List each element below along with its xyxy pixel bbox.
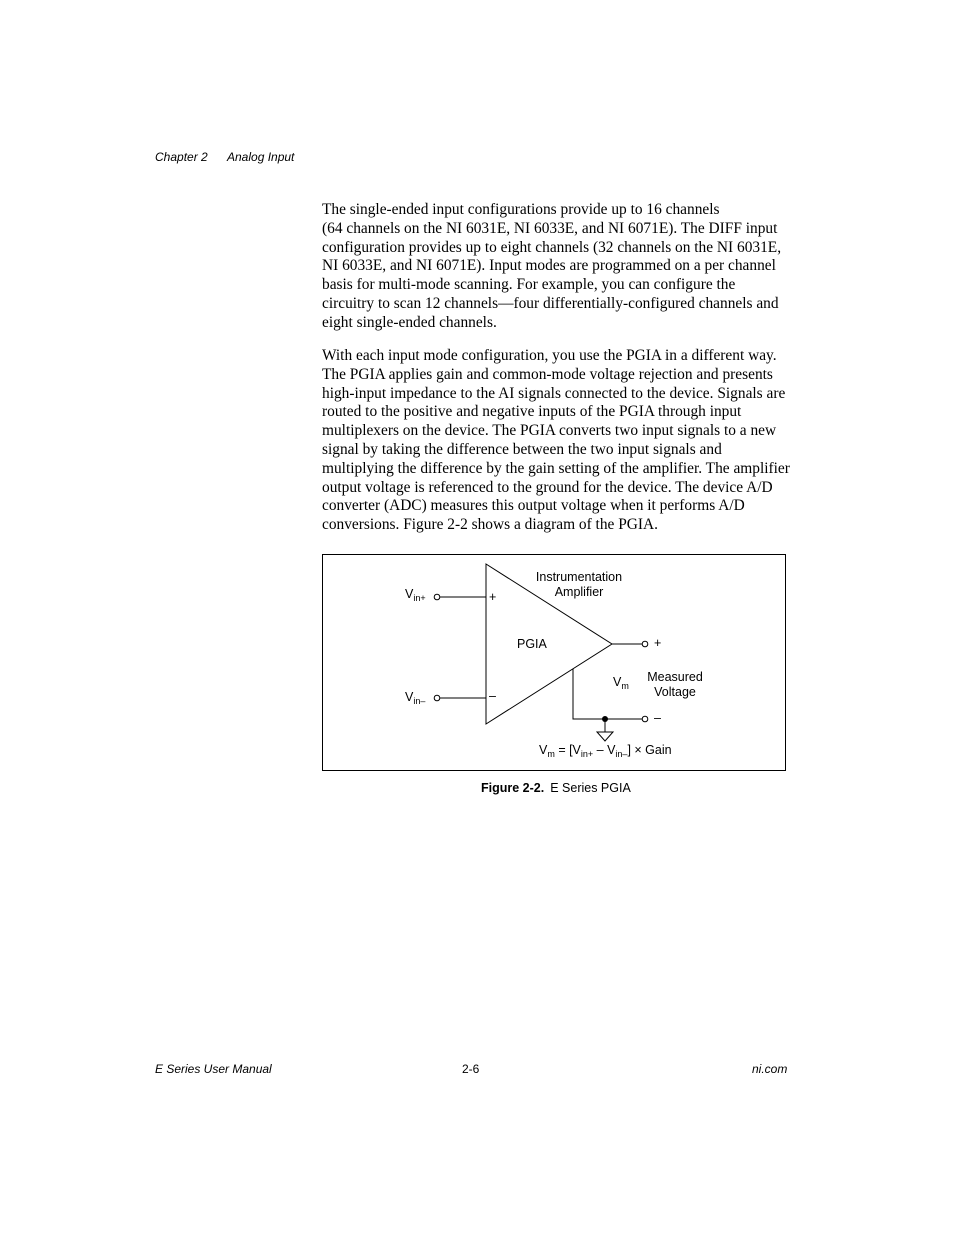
text-line: converter (ADC) measures this output voltage when it performs A/D <box>322 497 745 515</box>
text-line: basis for multi-mode scanning. For example, you can configure the <box>322 276 736 294</box>
text-line: With each input mode configuration, you use the PGIA in a different way. <box>322 347 777 364</box>
chapter-label: Chapter 2 <box>155 150 208 164</box>
figure-number: Figure 2-2. <box>481 781 545 795</box>
figure-caption <box>481 781 631 795</box>
vin-plus-label: $V_{in+}$ <box>405 587 426 603</box>
figure-title: E Series PGIA <box>550 781 631 795</box>
text-line: The PGIA applies gain and common-mode voltage rejection and presents <box>322 365 773 383</box>
paragraph-input-configurations <box>322 201 786 333</box>
gain-formula: $V_m = [V_{in+} - V_{in-}]$ × Gain <box>539 743 672 759</box>
text-line: multiplying the difference by the gain setting of the amplifier. The amplifier <box>322 459 790 477</box>
text-line: NI 6033E, and NI 6071E). Input modes are programmed on a per channel <box>322 257 776 275</box>
output-minus-sign: – <box>654 711 661 725</box>
text-line: routed to the positive and negative inputs of the PGIA through input <box>322 403 742 421</box>
vm-label: $V_m$ <box>613 675 629 691</box>
text-line: high-input impedance to the AI signals connected to the device. Signals are <box>322 384 786 402</box>
text-line: circuitry to scan 12 channels—four differentially-configured channels and <box>322 294 779 312</box>
section-label: Analog Input <box>227 150 295 164</box>
text-line: (64 channels on the NI 6031E, NI 6033E, and NI 6071E). The DIFF input <box>322 219 778 237</box>
running-header <box>155 150 294 164</box>
ground-junction-dot <box>602 716 608 722</box>
pgia-diagram <box>322 554 786 771</box>
vin-minus-label: $V_{in-}$ <box>405 690 426 706</box>
ground-symbol <box>597 732 613 741</box>
instrumentation-amplifier-label: Instrumentation Amplifier <box>535 570 623 599</box>
footer-manual-title: E Series User Manual <box>155 1062 272 1076</box>
footer-page-number: 2-6 <box>462 1062 480 1076</box>
text-line: conversions. Figure 2-2 shows a diagram of the PGIA. <box>322 516 658 534</box>
output-plus-sign: + <box>654 636 662 650</box>
measured-voltage-label: Measured Voltage <box>647 670 703 699</box>
pgia-label: PGIA <box>517 637 547 651</box>
inverting-input-sign: – <box>489 689 496 703</box>
output-minus-terminal <box>642 716 648 722</box>
text-line: The single-ended input configurations provide up to 16 channels <box>322 201 720 218</box>
text-line: eight single-ended channels. <box>322 313 497 331</box>
noninverting-input-sign: + <box>489 590 497 604</box>
output-plus-terminal <box>642 641 648 647</box>
paragraph-pgia-description <box>322 347 790 535</box>
text-line: multiplexers on the device. The PGIA converts two input signals to a new <box>322 422 777 440</box>
reference-wire <box>573 669 642 719</box>
text-line: output voltage is referenced to the ground for the device. The device A/D <box>322 478 773 496</box>
vin-minus-terminal <box>434 695 440 701</box>
footer-website: ni.com <box>752 1062 788 1076</box>
vin-plus-terminal <box>434 594 440 600</box>
text-line: signal by taking the difference between the two input signals and <box>322 440 722 458</box>
text-line: configuration provides up to eight channels (32 channels on the NI 6031E, <box>322 238 782 256</box>
